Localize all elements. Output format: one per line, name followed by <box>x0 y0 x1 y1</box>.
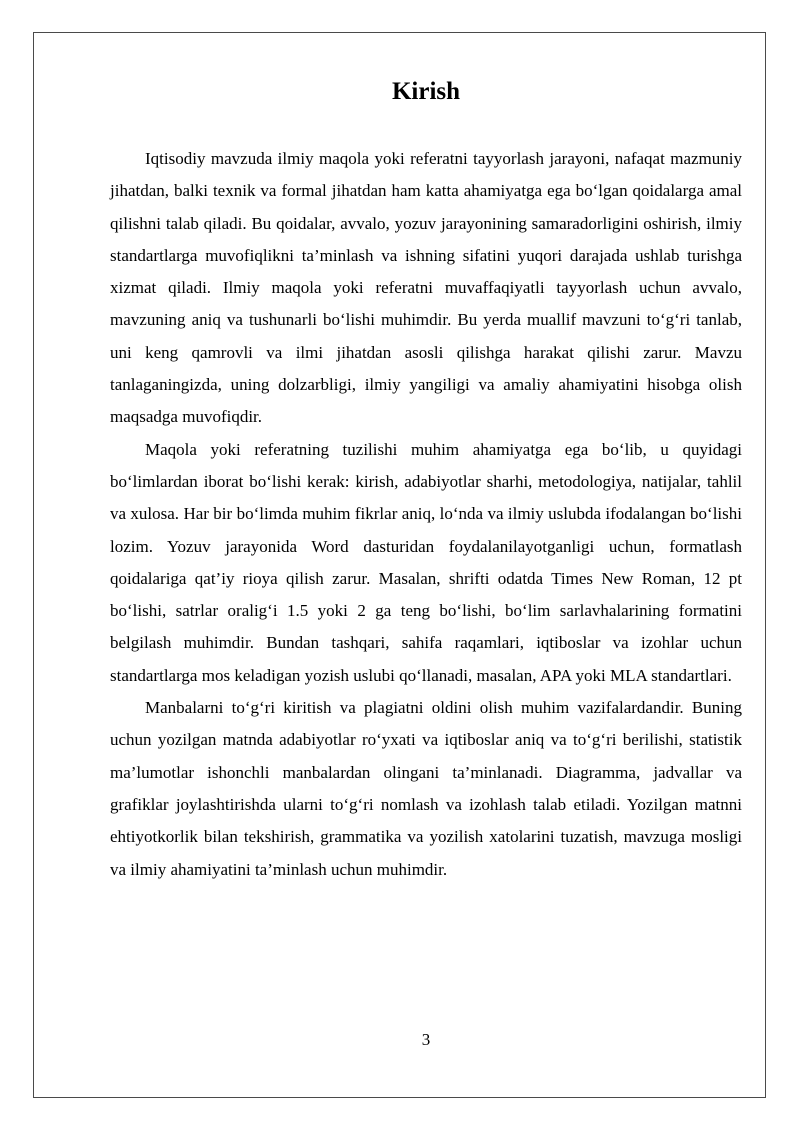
page-title: Kirish <box>391 78 461 105</box>
paragraph-3: Manbalarni to‘g‘ri kiritish va plagiatni oldini olish muhim vazifalardandir. Buning uchun yozilgan matnda adabiyotlar ro‘yxati va iqtiboslar aniq va to‘g‘ri berilishi, statistik ma’lumotlar ishonchli manbalardan olingani ta’minlanadi. Diagramma, jadvallar va grafiklar joylashtirishda ularni to‘g‘ri nomlash va izohlash talab etiladi. Yozilgan matnni ehtiyotkorlik bilan tekshirish, grammatika va yozilish xatolarini tuzatish, mavzuga mosligi va ilmiy ahamiyatini ta’minlash uchun muhimdir. <box>110 698 742 879</box>
paragraph-2: Maqola yoki referatning tuzilishi muhim ahamiyatga ega bo‘lib, u quyidagi bo‘limlardan iborat bo‘lishi kerak: kirish, adabiyotlar sharhi, metodologiya, natijalar, tahlil va xulosa. Har bir bo‘limda muhim fikrlar aniq, lo‘nda va ilmiy uslubda ifodalangan bo‘lishi lozim. Yozuv jarayonida Word dasturidan foydalanilayotganligi uchun, formatlash qoidalariga qat’iy rioya qilish zarur. Masalan, shrifti odatda Times New Roman, 12 pt bo‘lishi, satrlar oralig‘i 1.5 yoki 2 ga teng bo‘lishi, bo‘lim sarlavhalarining formatini belgilash muhimdir. Bundan tashqari, sahifa raqamlari, iqtiboslar va izohlar uchun standartlarga mos keladigan yozish uslubi qo‘llanadi, masalan, APA yoki MLA standartlari. <box>110 439 742 685</box>
page-number: 3 <box>421 1030 431 1049</box>
paragraph-1: Iqtisodiy mavzuda ilmiy maqola yoki referatni tayyorlash jarayoni, nafaqat mazmuniy jihatdan, balki texnik va formal jihatdan ham katta ahamiyatga ega bo‘lgan qoidalarga amal qilishni talab qiladi. Bu qoidalar, avvalo, yozuv jarayonining samaradorligini oshirish, ilmiy standartlarga muvofiqlikni ta’minlash va ishning sifatini yuqori darajada ushlab turishga xizmat qiladi. Ilmiy maqola yoki referatni muvaffaqiyatli tayyorlash uchun avvalo, mavzuning aniq va tushunarli bo‘lishi muhimdir. Bu yerda muallif mavzuni to‘g‘ri tanlab, uni keng qamrovli va ilmi jihatdan asosli qilishga harakat qilishi zarur. Mavzu tanlaganingizda, uning dolzarbligi, ilmiy yangiligi va amaliy ahamiyatini hisobga olish maqsadga muvofiqdir. <box>110 149 742 427</box>
body-text <box>110 143 742 886</box>
